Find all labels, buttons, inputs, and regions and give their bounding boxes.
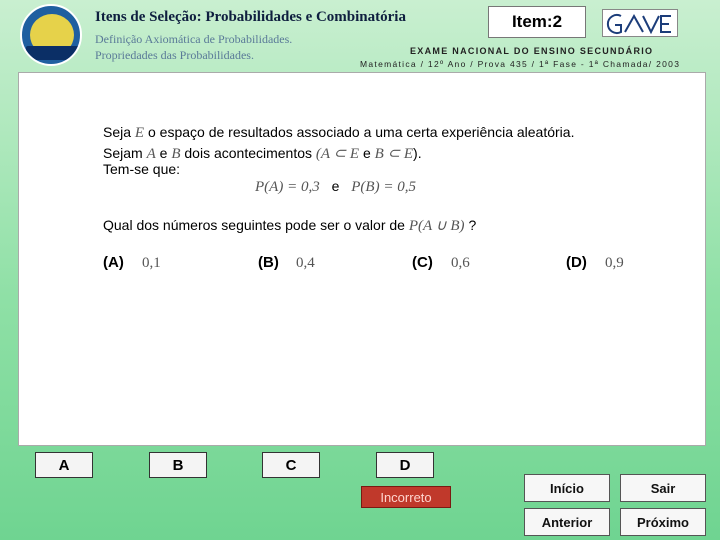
subtitle-line-2: Propriedades das Probabilidades.: [95, 48, 254, 62]
answer-a-button[interactable]: A: [35, 452, 93, 478]
option-b-value: 0,4: [296, 255, 315, 271]
next-button[interactable]: Próximo: [620, 508, 706, 536]
question-line-3: Tem-se que:: [103, 161, 181, 177]
previous-button[interactable]: Anterior: [524, 508, 610, 536]
exam-details: Matemática / 12º Ano / Prova 435 / 1ª Fase - 1ª Chamada/ 2003: [360, 59, 681, 69]
option-d-value: 0,9: [605, 255, 624, 271]
page-title: Itens de Seleção: Probabilidades e Combinatória: [95, 9, 406, 25]
option-c-value: 0,6: [451, 255, 470, 271]
item-number-badge: Item:2: [488, 6, 586, 38]
school-logo-icon: [20, 4, 82, 66]
exam-title: EXAME NACIONAL DO ENSINO SECUNDÁRIO: [410, 46, 654, 56]
question-line-2: Sejam A e B dois acontecimentos (A ⊂ E e B ⊂ E).: [103, 145, 422, 162]
subtitle-line-1: Definição Axiomática de Probabilidades.: [95, 32, 293, 46]
option-b-label: (B): [258, 254, 279, 271]
home-button[interactable]: Início: [524, 474, 610, 502]
answer-c-button[interactable]: C: [262, 452, 320, 478]
exit-button[interactable]: Sair: [620, 474, 706, 502]
probability-values: P(A) = 0,3 e P(B) = 0,5: [255, 178, 416, 195]
answer-d-button[interactable]: D: [376, 452, 434, 478]
question-line-1: Seja E o espaço de resultados associado a uma certa experiência aleatória.: [103, 124, 575, 141]
option-c-label: (C): [412, 254, 433, 271]
logo-band: [26, 46, 80, 60]
option-a-value: 0,1: [142, 255, 161, 271]
option-a-label: (A): [103, 254, 124, 271]
gave-logo-icon: [602, 9, 678, 37]
feedback-badge: Incorreto: [361, 486, 451, 508]
option-d-label: (D): [566, 254, 587, 271]
answer-b-button[interactable]: B: [149, 452, 207, 478]
question-prompt: Qual dos números seguintes pode ser o valor de P(A ∪ B) ?: [103, 217, 477, 234]
